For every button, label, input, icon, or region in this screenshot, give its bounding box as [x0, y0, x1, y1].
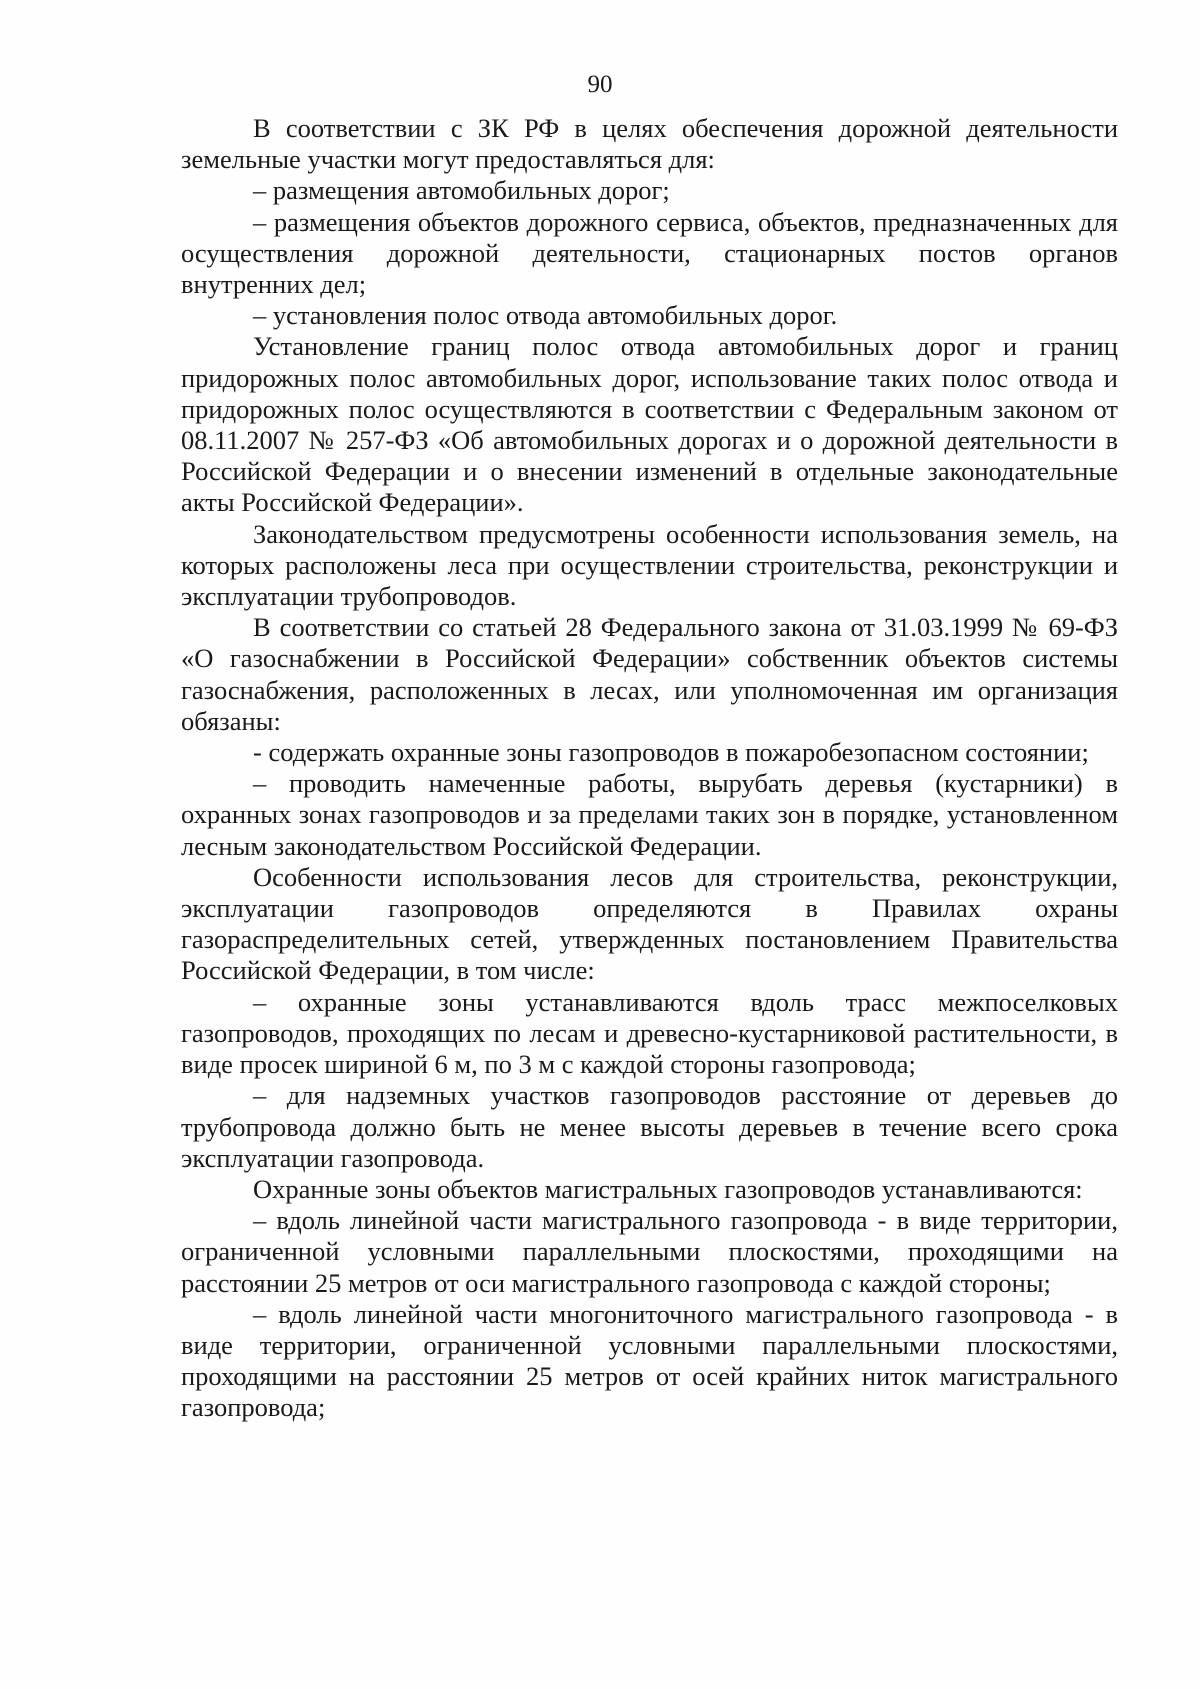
list-item: – для надземных участков газопроводов расстояние от деревьев до трубопровода должно быть не менее высоты деревьев в течение всего срока эксплуатации газопровода. [181, 1080, 1118, 1173]
paragraph: В соответствии со статьей 28 Федерального закона от 31.03.1999 № 69-ФЗ «О газоснабжении в Российской Федерации» собственник объектов системы газоснабжения, расположенных в лесах, или уполномоченная им организация обязаны: [181, 612, 1118, 736]
list-item: – вдоль линейной части многониточного магистрального газопровода - в виде территории, ограниченной условными параллельными плоскостями, проходящими на расстоянии 25 метров от осей крайних ниток магистрального газопровода; [181, 1298, 1118, 1423]
list-item: – размещения автомобильных дорог; [253, 175, 670, 206]
list-item: – вдоль линейной части магистрального газопровода - в виде территории, ограниченной условными параллельными плоскостями, проходящими на расстоянии 25 метров от оси магистрального газопровода с каждой стороны; [181, 1205, 1118, 1298]
page-number: 90 [587, 71, 613, 98]
paragraph: Законодательством предусмотрены особенности использования земель, на которых расположены леса при осуществлении строительства, реконструкции и эксплуатации трубопроводов. [181, 518, 1118, 612]
list-item: – проводить намеченные работы, вырубать деревья (кустарники) в охранных зонах газопроводов и за пределами таких зон в порядке, установленном лесным законодательством Российской Федерации. [181, 768, 1118, 861]
list-item: - содержать охранные зоны газопроводов в пожаробезопасном состоянии; [253, 737, 1089, 768]
list-item: – установления полос отвода автомобильных дорог. [253, 300, 838, 331]
list-item: – охранные зоны устанавливаются вдоль трасс межпоселковых газопроводов, проходящих по лесам и древесно-кустарниковой растительности, в виде просек шириной 6 м, по 3 м с каждой стороны газопровода; [181, 986, 1118, 1080]
paragraph: Особенности использования лесов для строительства, реконструкции, эксплуатации газопроводов определяются в Правилах охраны газораспределительных сетей, утвержденных постановлением Правительства Российской Федерации, в том числе: [181, 861, 1118, 986]
paragraph: Охранные зоны объектов магистральных газопроводов устанавливаются: [253, 1173, 1083, 1204]
paragraph: В соответствии с ЗК РФ в целях обеспечения дорожной деятельности земельные участки могут предоставляться для: [181, 113, 1118, 175]
list-item: – размещения объектов дорожного сервиса, объектов, предназначенных для осуществления дорожной деятельности, стационарных постов органов внутренних дел; [181, 206, 1118, 300]
paragraph: Установление границ полос отвода автомобильных дорог и границ придорожных полос автомобильных дорог, использование таких полос отвода и придорожных полос осуществляются в соответствии с Федеральным законом от 08.11.2007 № 257-ФЗ «Об автомобильных дорогах и о дорожной деятельности в Российской Федерации и о внесении изменений в отдельные законодательные акты Российской Федерации». [181, 331, 1118, 518]
document-body [181, 113, 1118, 1424]
